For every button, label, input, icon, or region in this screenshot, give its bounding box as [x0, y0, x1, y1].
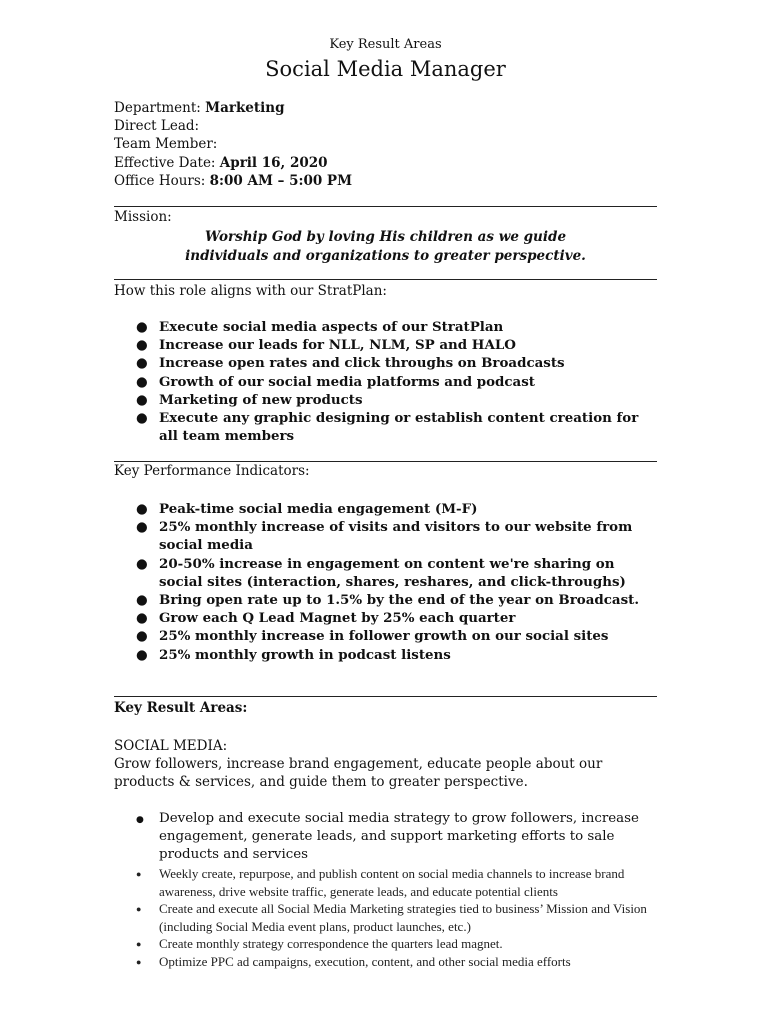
- bullet-icon: ●: [136, 410, 148, 427]
- list-item: [114, 810, 657, 865]
- list-item-text: 25% monthly increase in follower growth on our social sites: [159, 628, 609, 645]
- bullet-icon: ●: [136, 355, 148, 372]
- direct-lead-label: Direct Lead:: [114, 118, 200, 135]
- department-line: [114, 99, 352, 117]
- stratplan-list: [114, 318, 657, 445]
- kra-list-continued: [114, 865, 657, 970]
- list-item: [114, 373, 657, 391]
- mission-line-2: individuals and organizations to greater perspective.: [185, 247, 586, 264]
- office-hours-value: 8:00 AM – 5:00 PM: [209, 172, 353, 189]
- list-item-text: 25% monthly increase of visits and visitors to our website from social media: [159, 519, 633, 554]
- team-member-line: [114, 135, 352, 153]
- divider: [114, 696, 657, 697]
- list-item-text: Create and execute all Social Media Marketing strategies tied to business’ Mission and Vision (including Social Media event plans, product launches, etc.): [159, 901, 647, 934]
- list-item-text: Bring open rate up to 1.5% by the end of the year on Broadcast.: [159, 592, 639, 609]
- kra-heading: Key Result Areas:: [114, 700, 248, 716]
- list-item: [114, 409, 657, 445]
- office-hours-line: [114, 172, 352, 190]
- list-item-text: Increase our leads for NLL, NLM, SP and HALO: [159, 337, 516, 354]
- effective-date-value: April 16, 2020: [219, 154, 328, 171]
- kpi-label: Key Performance Indicators:: [114, 463, 310, 479]
- list-item: [114, 953, 657, 971]
- bullet-icon: ●: [136, 956, 142, 967]
- list-item: [114, 865, 657, 900]
- list-item-text: Grow each Q Lead Magnet by 25% each quarter: [159, 610, 516, 627]
- kra-list: [114, 810, 657, 865]
- list-item: [114, 500, 657, 518]
- divider: [114, 206, 657, 207]
- bullet-icon: ●: [136, 815, 144, 825]
- office-hours-label: Office Hours:: [114, 172, 206, 189]
- divider: [114, 461, 657, 462]
- meta-block: [114, 99, 352, 190]
- list-item-text: Increase open rates and click throughs on Broadcasts: [159, 355, 565, 372]
- mission-statement: [114, 228, 657, 265]
- bullet-icon: ●: [136, 373, 148, 390]
- list-item-text: Create monthly strategy correspondence the quarters lead magnet.: [159, 936, 503, 951]
- list-item: [114, 354, 657, 372]
- bullet-icon: ●: [136, 904, 142, 914]
- bullet-icon: ●: [136, 501, 148, 517]
- list-item-text: Peak-time social media engagement (M-F): [159, 501, 478, 517]
- list-item-text: 25% monthly growth in podcast listens: [159, 646, 451, 663]
- document-title: Social Media Manager: [265, 57, 506, 81]
- bullet-icon: ●: [136, 319, 148, 335]
- list-item-text: Develop and execute social media strategy to grow followers, increase engagement, generate leads, and support marketing efforts to sale products and services: [159, 811, 639, 863]
- effective-date-label: Effective Date:: [114, 154, 216, 171]
- bullet-icon: ●: [136, 939, 142, 949]
- bullet-icon: ●: [136, 519, 148, 536]
- list-item: [114, 935, 657, 953]
- list-item-text: Optimize PPC ad campaigns, execution, content, and other social media efforts: [159, 953, 571, 969]
- list-item-text: Weekly create, repurpose, and publish content on social media channels to increase brand awareness, drive website traffic, generate leads, and educate potential clients: [159, 866, 625, 899]
- bullet-icon: ●: [136, 628, 148, 645]
- list-item-text: 20-50% increase in engagement on content we're sharing on social sites (interaction, shares, reshares, and click-throughs): [159, 555, 626, 590]
- list-item: [114, 518, 657, 554]
- list-item: [114, 336, 657, 354]
- stratplan-label: How this role aligns with our StratPlan:: [114, 283, 387, 299]
- department-label: Department:: [114, 100, 201, 116]
- bullet-icon: ●: [136, 610, 148, 627]
- list-item: [114, 900, 657, 935]
- list-item: [114, 318, 657, 336]
- bullet-icon: ●: [136, 592, 148, 609]
- team-member-label: Team Member:: [114, 136, 218, 153]
- mission-label: Mission:: [114, 209, 172, 225]
- list-item: [114, 555, 657, 591]
- mission-line-1: Worship God by loving His children as we guide: [204, 229, 567, 245]
- document-kicker: Key Result Areas: [329, 37, 442, 52]
- bullet-icon: ●: [136, 337, 148, 354]
- social-media-section-title: SOCIAL MEDIA:: [114, 738, 228, 754]
- bullet-icon: ●: [136, 391, 148, 408]
- list-item: [114, 609, 657, 627]
- bullet-icon: ●: [136, 646, 148, 663]
- kpi-list: [114, 500, 657, 664]
- list-item-text: Execute any graphic designing or establish content creation for all team members: [159, 410, 639, 445]
- bullet-icon: ●: [136, 869, 142, 879]
- list-item: [114, 627, 657, 645]
- direct-lead-line: [114, 117, 352, 135]
- social-media-section-desc: Grow followers, increase brand engagement, educate people about our products & services, and guide them to greater perspective.: [114, 756, 603, 791]
- list-item-text: Marketing of new products: [159, 391, 363, 408]
- bullet-icon: ●: [136, 555, 148, 572]
- divider: [114, 279, 657, 280]
- effective-date-line: [114, 154, 352, 172]
- list-item: [114, 646, 657, 664]
- list-item: [114, 391, 657, 409]
- list-item-text: Growth of our social media platforms and podcast: [159, 373, 535, 390]
- list-item: [114, 591, 657, 609]
- department-value: Marketing: [205, 100, 285, 116]
- list-item-text: Execute social media aspects of our StratPlan: [159, 319, 504, 335]
